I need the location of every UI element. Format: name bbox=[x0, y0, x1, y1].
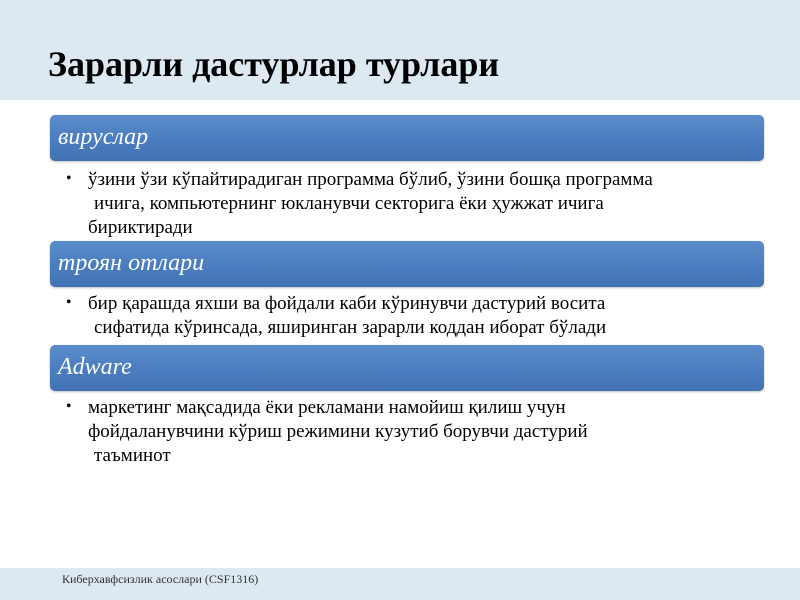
bullet-text bbox=[88, 292, 758, 340]
bullet-line: фойдаланувчини кўриш режимини кузутиб борувчи дастурий bbox=[88, 421, 588, 442]
bullet-line: маркетинг мақсадида ёки рекламани намойиш қилиш учун bbox=[88, 397, 566, 418]
bullet-line: таъминот bbox=[94, 445, 171, 466]
bullet-line: ўзини ўзи кўпайтирадиган программа бўлиб, ўзини бошқа программа bbox=[88, 169, 653, 190]
bullet-dot: • bbox=[66, 294, 72, 311]
section-bar-trojans bbox=[50, 241, 764, 287]
section-label: Adware bbox=[58, 354, 132, 380]
section-bar-adware bbox=[50, 345, 764, 391]
bullet-line: бир қарашда яхши ва фойдали каби кўринувчи дастурий восита bbox=[88, 293, 606, 314]
bullet-text bbox=[88, 168, 758, 240]
section-label: вируслар bbox=[58, 124, 149, 150]
bullet-text bbox=[88, 396, 758, 468]
bullet-line: бириктиради bbox=[88, 217, 193, 238]
bullet-dot: • bbox=[66, 170, 72, 187]
section-label: троян отлари bbox=[58, 250, 205, 276]
slide-title: Зарарли дастурлар турлари bbox=[48, 44, 500, 84]
section-bar-viruses bbox=[50, 115, 764, 161]
footer-text: Киберхавфсизлик асослари (CSF1316) bbox=[62, 572, 259, 586]
bullet-line: ичига, компьютернинг юкланувчи секторига ёки ҳужжат ичига bbox=[94, 193, 604, 214]
bullet-dot: • bbox=[66, 398, 72, 415]
bullet-line: сифатида кўринсада, яширинган зарарли коддан иборат бўлади bbox=[94, 317, 607, 338]
